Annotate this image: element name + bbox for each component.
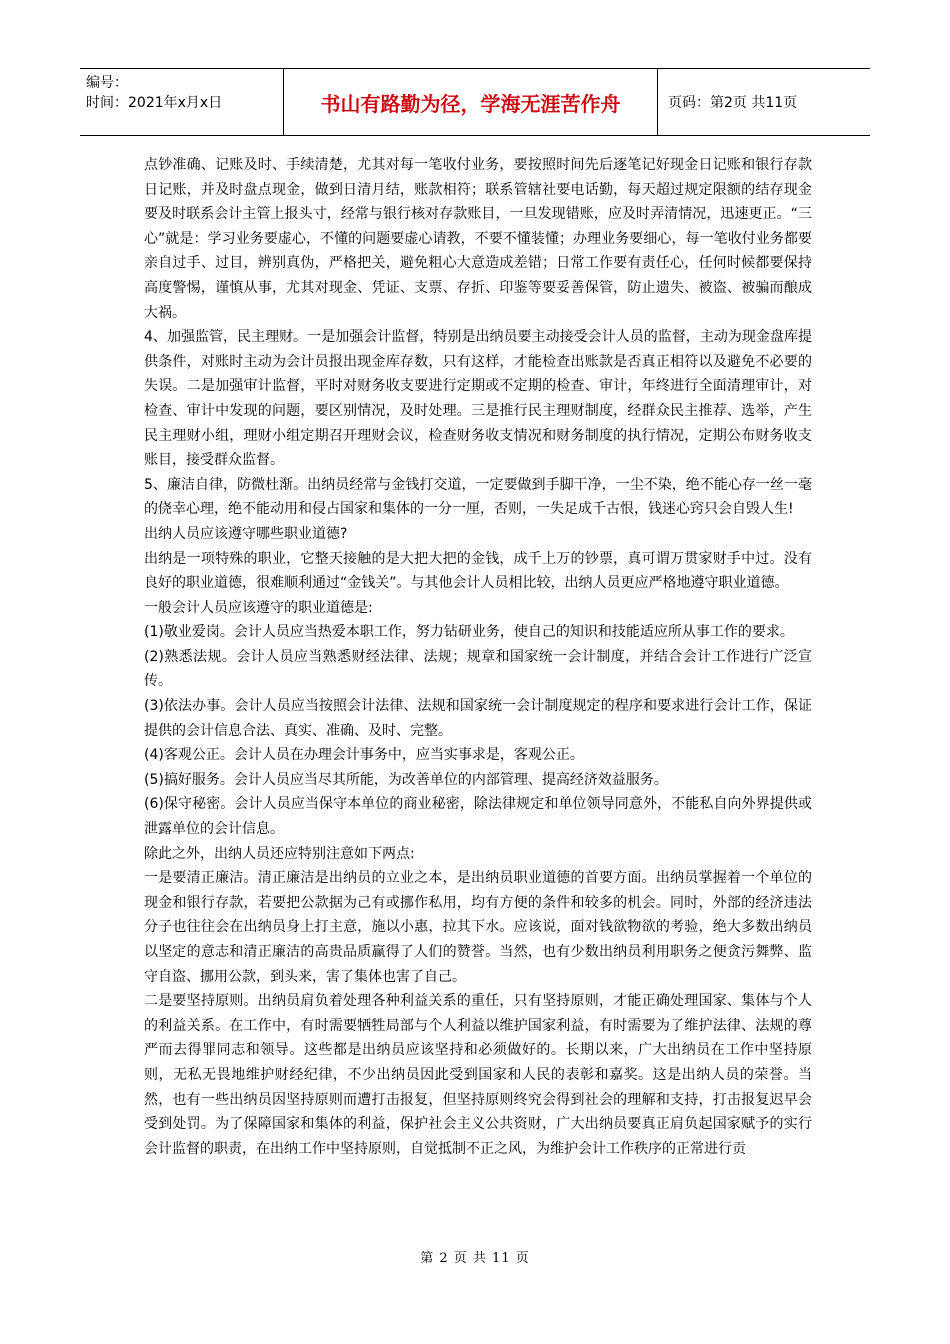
paragraph: 二是要坚持原则。出纳员肩负着处理各种利益关系的重任，只有坚持原则，才能正确处理国家、集体与个人的利益关系。在工作中，有时需要牺牲局部与个人利益以维护国家利益，有时需要为了维护法律、法规的尊严而去得罪同志和领导。这些都是出纳员应该坚持和必须做好的。长期以来，广大出纳员在工作中坚持原则，无私无畏地维护财经纪律，不少出纳员因此受到国家和人民的表彰和嘉奖。这是出纳人员的荣誉。当然，也有一些出纳员因坚持原则而遭打击报复，但坚持原则终究会得到社会的理解和支持，打击报复迟早会受到处罚。为了保障国家和集体的利益，保护社会主义公共资财，广大出纳员要真正肩负起国家赋予的实行会计监督的职责，在出纳工作中坚持原则，自觉抵制不正之风，为维护会计工作秩序的正常进行贡: [144, 993, 812, 1157]
paragraph: (2)熟悉法规。会计人员应当熟悉财经法律、法规；规章和国家统一会计制度，并结合会计工作进行广泛宣传。: [144, 648, 812, 690]
paragraph: 出纳是一项特殊的职业，它整天接触的是大把大把的金钱，成千上万的钞票，真可谓万贯家财手中过。没有良好的职业道德，很难顺利通过“金钱关”。与其他会计人员相比较，出纳人员更应严格地遵守职业道德。: [144, 550, 812, 592]
paragraph: (6)保守秘密。会计人员应当保守本单位的商业秘密，除法律规定和单位领导同意外，不能私自向外界提供或泄露单位的会计信息。: [144, 796, 812, 838]
header-meta: [80, 69, 284, 135]
page-footer: 第 2 页 共 11 页: [420, 1251, 530, 1266]
paragraph: (3)依法办事。会计人员应当按照会计法律、法规和国家统一会计制度规定的程序和要求进行会计工作，保证提供的会计信息合法、真实、准确、及时、完整。: [144, 698, 812, 739]
date-label: 时间：2021年x月x日: [86, 95, 223, 111]
paragraph: 出纳人员应该遵守哪些职业道德?: [144, 525, 348, 542]
number-label: 编号：: [86, 75, 128, 91]
page-header: [80, 68, 870, 136]
header-page-label: 页码：第2页 共11页: [668, 95, 798, 111]
paragraph: (4)客观公正。会计人员在办理会计事务中，应当实事求是，客观公正。: [144, 747, 584, 764]
header-motto: 书山有路勤为径，学海无涯苦作舟: [284, 69, 658, 135]
paragraph: 除此之外，出纳人员还应特别注意如下两点:: [144, 845, 415, 862]
document-body: [144, 153, 812, 1161]
paragraph: (5)搞好服务。会计人员应当尽其所能，为改善单位的内部管理、提高经济效益服务。: [144, 771, 668, 788]
paragraph: 4、加强监管，民主理财。一是加强会计监督，特别是出纳员要主动接受会计人员的监督，主动为现金盘库提供条件，对账时主动为会计员报出现金库存数，只有这样，才能检查出账款是否真正相符以及避免不必要的失误。二是加强审计监督，平时对财务收支要进行定期或不定期的检查、审计，年终进行全面清理审计，对检查、审计中发现的问题，要区别情况，及时处理。三是推行民主理财制度，经群众民主推荐、选举，产生民主理财小组，理财小组定期召开理财会议，检查财务收支情况和财务制度的执行情况，定期公布财务收支账目，接受群众监督。: [144, 329, 812, 469]
paragraph: 一般会计人员应该遵守的职业道德是:: [144, 599, 373, 616]
paragraph: 5、廉洁自律，防微杜渐。出纳员经常与金钱打交道，一定要做到手脚干净，一尘不染，绝不能心存一丝一毫的侥幸心理，绝不能动用和侵占国家和集体的一分一厘，否则，一失足成千古恨，钱迷心窍只会自毁人生!: [144, 476, 812, 518]
paragraph: 点钞准确、记账及时、手续清楚，尤其对每一笔收付业务，要按照时间先后逐笔记好现金日记账和银行存款日记账，并及时盘点现金，做到日清月结，账款相符；联系管辖社要电话勤，每天超过规定限额的结存现金要及时联系会计主管上报头寸，经常与银行核对存款账目，一旦发现错账，应及时弄清情况，迅速更正。“三心”就是：学习业务要虚心，不懂的问题要虚心请教，不要不懂装懂；办理业务要细心，每一笔收付业务都要亲自过手、过目，辨别真伪，严格把关，避免粗心大意造成差错；日常工作要有责任心，任何时候都要保持高度警惕，谨慎从事，尤其对现金、凭证、支票、存折、印鉴等要妥善保管，防止遗失、被盗、被骗而酿成大祸。: [144, 157, 812, 321]
paragraph: (1)敬业爱岗。会计人员应当热爱本职工作，努力钻研业务，使自己的知识和技能适应所从事工作的要求。: [144, 624, 794, 641]
paragraph: 一是要清正廉洁。清正廉洁是出纳员的立业之本，是出纳员职业道德的首要方面。出纳员掌握着一个单位的现金和银行存款，若要把公款据为己有或挪作私用，均有方便的条件和较多的机会。同时，外部的经济违法分子也往往会在出纳员身上打主意，施以小惠，拉其下水。应该说，面对钱欲物欲的考验，绝大多数出纳员以坚定的意志和清正廉洁的高贵品质赢得了人们的赞誉。当然，也有少数出纳员利用职务之便贪污舞弊、监守自盗、挪用公款，到头来，害了集体也害了自己。: [144, 870, 812, 985]
